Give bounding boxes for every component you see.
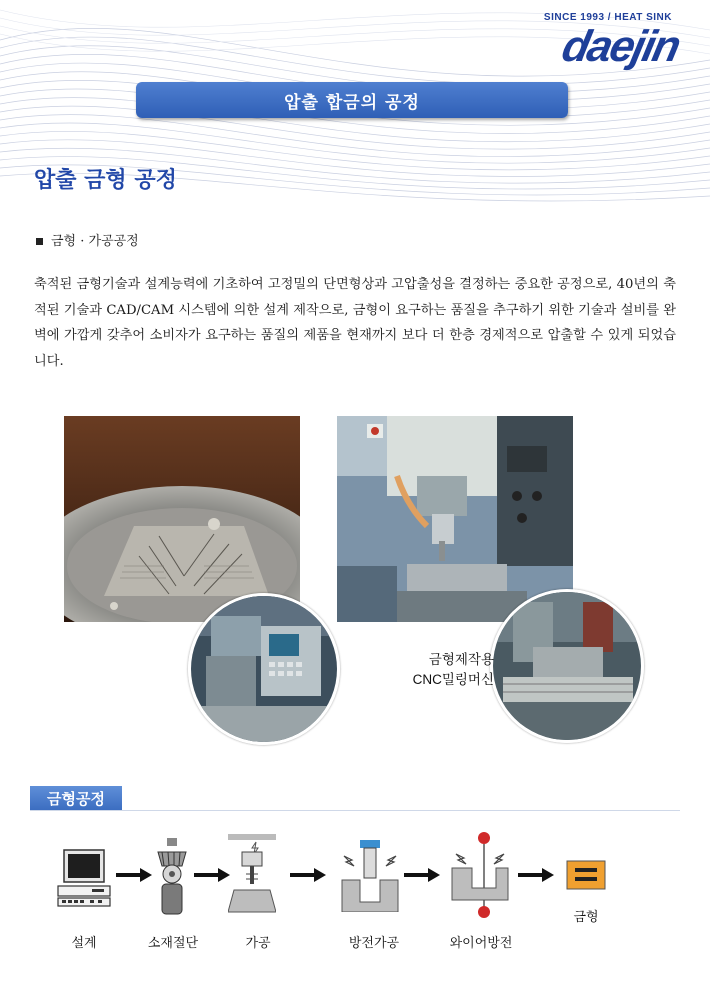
page-title: 압출 합금의 공정 [284,92,420,113]
wire-edm-icon [448,828,512,922]
section-title: 압출 금형 공정 [34,168,177,193]
caption-line-1: 금형제작용 [428,652,494,667]
milling-machine-photo [337,416,573,622]
step-label-die: 금형 [573,909,599,924]
subsection-label: 금형 · 가공공정 [51,234,139,249]
die-block-icon [566,860,606,890]
milling-workshop-photo [490,589,644,743]
page-title-banner [136,82,568,118]
logo-wordmark: daejin [557,22,684,71]
arrow-right-icon [194,868,230,882]
edm-machining-icon [340,840,400,912]
process-tag-label: 금형공정 [47,790,105,808]
section-divider [30,810,680,811]
extrusion-die-photo [64,416,300,622]
computer-icon [56,848,112,908]
step-label-edm: 방전가공 [348,935,400,950]
caption-line-2: CNC밀링머신 [412,672,494,687]
cutting-tool-icon [152,838,192,916]
step-label-design: 설계 [71,935,97,950]
company-logo [488,12,684,71]
process-section-tag [30,786,122,811]
arrow-right-icon [290,868,326,882]
arrow-right-icon [116,868,152,882]
step-label-machining: 가공 [245,935,271,950]
description-paragraph: 축적된 금형기술과 설계능력에 기초하여 고정밀의 단면형상과 고압출성을 결정하는 중요한 공정으로, 40년의 축적된 기술과 CAD/CAM 시스템에 의한 설계 제작으로, 금형이 요구하는 품질을 추구하기 위한 기술과 설비를 완벽에 가깝게 갖추어 소비자가 요구하는 품질의 제품을 현재까지 보다 더 한층 경제적으로 압출할 수 있게 되었습니다. [34,277,677,369]
photo-caption [394,650,494,690]
arrow-right-icon [404,868,440,882]
subsection-heading [36,230,139,249]
square-bullet-icon [36,238,43,245]
machining-icon [228,834,276,914]
step-label-wire-edm: 와이어방전 [449,935,513,950]
cnc-control-panel-photo [188,593,340,745]
step-label-cutting: 소재절단 [147,935,199,950]
logo-tagline: SINCE 1993 / HEAT SINK [543,12,672,23]
arrow-right-icon [518,868,554,882]
